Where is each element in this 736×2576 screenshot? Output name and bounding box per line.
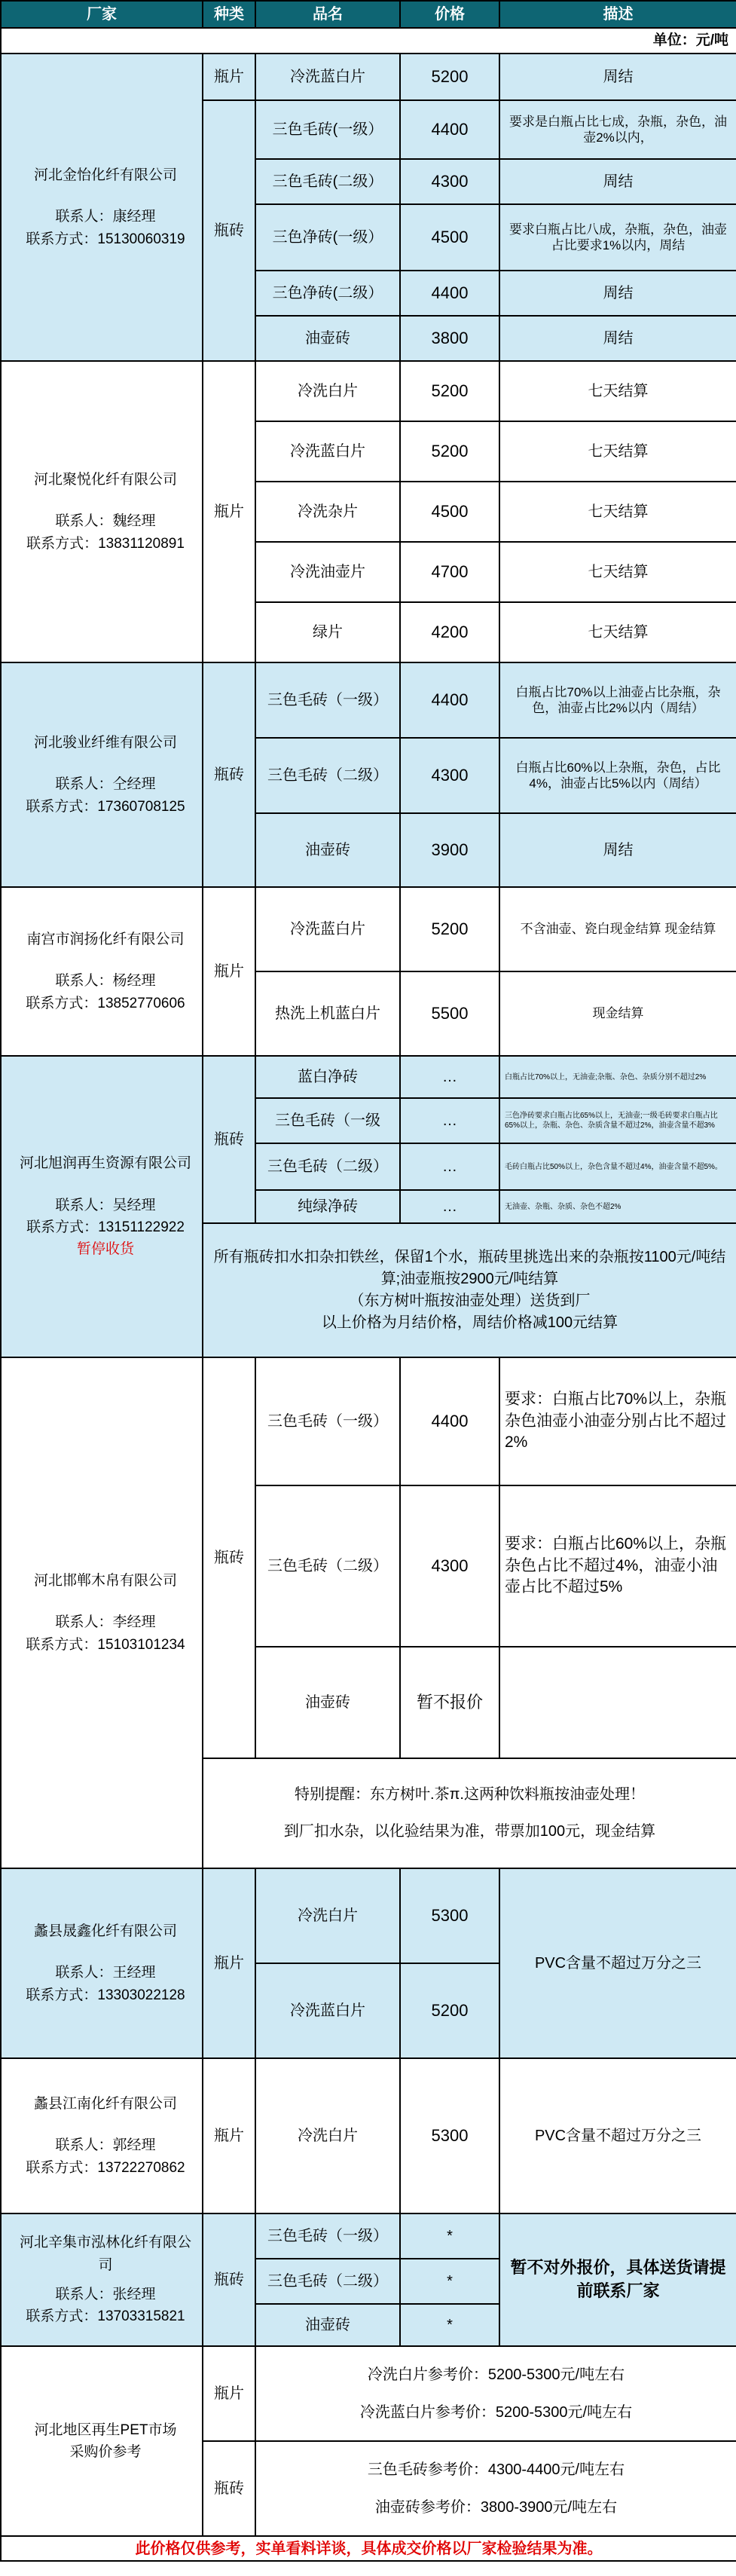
- company-name: 河北金怡化纤有限公司: [33, 167, 177, 183]
- company-name: 河北辛集市泓林化纤有限公司: [19, 2235, 191, 2273]
- price-cell: …: [400, 1098, 499, 1143]
- table-row: [1, 54, 736, 100]
- price-cell: *: [400, 2304, 499, 2346]
- reference-line: 油壶砖参考价：3800-3900元/吨左右: [374, 2499, 618, 2516]
- company-phone: 联系方式：13151122922: [26, 1219, 185, 1235]
- table-row: [1, 1056, 736, 1098]
- product-cell: 冷洗白片: [255, 2058, 400, 2213]
- table-row: [1, 2058, 736, 2213]
- company-contact: 联系人：仝经理: [55, 776, 156, 793]
- desc-cell: 要求白瓶占比八成，杂瓶，杂色，油壶占比要求1%以内，周结: [499, 204, 736, 271]
- desc-cell: 不含油壶、瓷白现金结算 现金结算: [499, 887, 736, 971]
- product-cell: 三色净砖(二级）: [255, 271, 400, 316]
- price-cell: …: [400, 1143, 499, 1190]
- company-contact: 联系人：张经理: [55, 2287, 156, 2302]
- product-cell: 冷洗蓝白片: [255, 887, 400, 971]
- company-contact: 联系人：王经理: [55, 1965, 156, 1981]
- note-line: 以上价格为月结价格，周结价格减100元结算: [321, 1314, 618, 1331]
- table-row: [1, 1357, 736, 1485]
- note-line: 所有瓶砖扣水扣杂扣铁丝，保留1个水，瓶砖里挑选出来的杂瓶按1100元/吨结算;油壶瓶按2900元/吨结算: [213, 1249, 726, 1287]
- company-cell: [1, 361, 203, 662]
- reference-line: 冷洗白片参考价：5200-5300元/吨左右: [367, 2366, 625, 2383]
- unit-row: [1, 28, 736, 54]
- header-row: [1, 1, 736, 28]
- price-cell: 4500: [400, 204, 499, 271]
- product-cell: 油壶砖: [255, 813, 400, 887]
- product-cell: 冷洗蓝白片: [255, 421, 400, 482]
- product-cell: 冷洗蓝白片: [255, 54, 400, 100]
- company-contact: 联系人：郭经理: [55, 2137, 156, 2154]
- company-contact: 联系人：李经理: [55, 1614, 156, 1631]
- company-name: 河北聚悦化纤有限公司: [33, 471, 177, 488]
- desc-cell: 周结: [499, 813, 736, 887]
- header-price: 价格: [400, 1, 499, 28]
- desc-cell: 周结: [499, 271, 736, 316]
- company-name: 河北地区再生PET市场采购价参考: [34, 2422, 177, 2460]
- product-cell: 油壶砖: [255, 316, 400, 361]
- desc-cell: PVC含量不超过万分之三: [499, 1868, 736, 2058]
- price-cell: *: [400, 2213, 499, 2259]
- product-cell: 三色净砖(一级）: [255, 204, 400, 271]
- kind-cell: 瓶片: [203, 2058, 255, 2213]
- desc-cell: 周结: [499, 54, 736, 100]
- price-cell: 4500: [400, 482, 499, 542]
- product-cell: 三色毛砖（一级）: [255, 662, 400, 738]
- price-cell: 3900: [400, 813, 499, 887]
- reference-cell: [255, 2441, 736, 2536]
- status-badge: 暂停收货: [76, 1241, 134, 1258]
- company-phone: 联系方式：13722270862: [26, 2159, 185, 2176]
- reference-line: 冷洗蓝白片参考价：5200-5300元/吨左右: [359, 2404, 633, 2421]
- product-cell: 油壶砖: [255, 2304, 400, 2346]
- desc-cell: 七天结算: [499, 361, 736, 421]
- desc-cell: 白瓶占比70%以上油壶占比杂瓶，杂色，油壶占比2%以内（周结）: [499, 662, 736, 738]
- company-name: 蠡县江南化纤有限公司: [33, 2095, 177, 2112]
- header-product: 品名: [255, 1, 400, 28]
- product-cell: 三色毛砖（二级）: [255, 1143, 400, 1190]
- product-cell: 三色毛砖（二级）: [255, 1485, 400, 1647]
- company-cell: [1, 887, 203, 1056]
- company-contact: 联系人：魏经理: [55, 513, 156, 530]
- company-contact: 联系人：吴经理: [55, 1197, 156, 1213]
- footer-row: [1, 2536, 736, 2561]
- price-cell: 暂不报价: [400, 1647, 499, 1758]
- company-cell: [1, 54, 203, 361]
- company-name: 河北邯郸木帛有限公司: [33, 1572, 177, 1589]
- price-cell: 4300: [400, 738, 499, 813]
- desc-cell: 七天结算: [499, 482, 736, 542]
- kind-cell: 瓶片: [203, 2346, 255, 2441]
- desc-cell: 无油壶、杂瓶、杂质、杂色不超2%: [499, 1190, 736, 1223]
- product-cell: 三色毛砖（一级: [255, 1098, 400, 1143]
- company-name: 河北旭润再生资源有限公司: [19, 1155, 191, 1172]
- table-row: [1, 662, 736, 738]
- company-contact: 联系人：康经理: [55, 209, 156, 225]
- product-cell: 三色毛砖（二级）: [255, 2259, 400, 2304]
- note-cell: [203, 1223, 736, 1357]
- desc-cell: 七天结算: [499, 602, 736, 662]
- company-contact: 联系人：杨经理: [55, 973, 156, 990]
- price-cell: *: [400, 2259, 499, 2304]
- company-phone: 联系方式：13303022128: [26, 1987, 185, 2003]
- product-cell: 冷洗油壶片: [255, 542, 400, 602]
- header-description: 描述: [499, 1, 736, 28]
- price-cell: 5200: [400, 1963, 499, 2058]
- kind-cell: 瓶片: [203, 54, 255, 100]
- product-cell: 热洗上机蓝白片: [255, 971, 400, 1056]
- desc-cell: 现金结算: [499, 971, 736, 1056]
- price-cell: 5200: [400, 421, 499, 482]
- price-cell: 5200: [400, 887, 499, 971]
- desc-cell: 周结: [499, 159, 736, 204]
- reference-cell: [255, 2346, 736, 2441]
- price-cell: 5300: [400, 1868, 499, 1963]
- company-cell: [1, 1357, 203, 1868]
- table-row: [1, 361, 736, 421]
- price-cell: 5300: [400, 2058, 499, 2213]
- desc-cell: [499, 1647, 736, 1758]
- unit-label: 单位：元/吨: [1, 28, 736, 54]
- kind-cell: 瓶砖: [203, 662, 255, 887]
- kind-cell: 瓶片: [203, 1868, 255, 2058]
- table-row: [1, 887, 736, 971]
- product-cell: 冷洗蓝白片: [255, 1963, 400, 2058]
- kind-cell: 瓶砖: [203, 100, 255, 361]
- header-manufacturer: 厂家: [1, 1, 203, 28]
- company-phone: 联系方式：13831120891: [26, 535, 185, 552]
- table-row: [1, 2346, 736, 2441]
- note-cell: [203, 1758, 736, 1868]
- product-cell: 三色毛砖（二级）: [255, 738, 400, 813]
- company-name: 河北骏业纤维有限公司: [33, 734, 177, 751]
- company-name: 蠡县晟鑫化纤有限公司: [33, 1923, 177, 1939]
- desc-cell: 白瓶占比60%以上杂瓶，杂色，占比4%，油壶占比5%以内（周结）: [499, 738, 736, 813]
- price-cell: 4200: [400, 602, 499, 662]
- price-cell: …: [400, 1056, 499, 1098]
- desc-cell: 周结: [499, 316, 736, 361]
- product-cell: 三色毛砖(二级）: [255, 159, 400, 204]
- price-cell: …: [400, 1190, 499, 1223]
- desc-cell: 七天结算: [499, 421, 736, 482]
- kind-cell: 瓶砖: [203, 2441, 255, 2536]
- company-name: 南宫市润扬化纤有限公司: [26, 931, 185, 947]
- company-cell: [1, 662, 203, 887]
- disclaimer: 此价格仅供参考，实单看料详谈，具体成交价格以厂家检验结果为准。: [1, 2536, 736, 2561]
- desc-cell: 暂不对外报价，具体送货请提前联系厂家: [499, 2213, 736, 2346]
- note-line: （东方树叶瓶按油壶处理）送货到厂: [349, 1293, 591, 1309]
- desc-cell: 白瓶占比70%以上，无油壶;杂瓶、杂色、杂质分别不超过2%: [499, 1056, 736, 1098]
- price-cell: 5200: [400, 361, 499, 421]
- table-row: [1, 2213, 736, 2259]
- desc-cell: 要求：白瓶占比70%以上，杂瓶杂色油壶小油壶分别占比不超过2%: [499, 1357, 736, 1485]
- price-cell: 4400: [400, 662, 499, 738]
- note-line: 特别提醒：东方树叶.茶π.这两种饮料瓶按油壶处理！: [295, 1786, 645, 1803]
- company-cell: [1, 2058, 203, 2213]
- company-phone: 联系方式：15130060319: [26, 231, 185, 247]
- product-cell: 三色毛砖(一级）: [255, 100, 400, 159]
- desc-cell: 要求是白瓶占比七成，杂瓶，杂色，油壶2%以内，: [499, 100, 736, 159]
- company-cell: [1, 2346, 203, 2536]
- desc-cell: 三色净砖要求白瓶占比65%以上，无油壶;一级毛砖要求白瓶占比65%以上，杂瓶、杂色、杂质含量不超过2%，油壶含量不超3%: [499, 1098, 736, 1143]
- product-cell: 绿片: [255, 602, 400, 662]
- company-phone: 联系方式：15103101234: [26, 1636, 185, 1653]
- price-cell: 4400: [400, 271, 499, 316]
- header-kind: 种类: [203, 1, 255, 28]
- price-cell: 5200: [400, 54, 499, 100]
- desc-cell: PVC含量不超过万分之三: [499, 2058, 736, 2213]
- product-cell: 冷洗白片: [255, 361, 400, 421]
- desc-cell: 要求：白瓶占比60%以上，杂瓶杂色占比不超过4%，油壶小油壶占比不超过5%: [499, 1485, 736, 1647]
- company-cell: [1, 1868, 203, 2058]
- product-cell: 冷洗杂片: [255, 482, 400, 542]
- company-cell: [1, 1056, 203, 1357]
- reference-line: 三色毛砖参考价：4300-4400元/吨左右: [367, 2461, 625, 2478]
- desc-cell: 七天结算: [499, 542, 736, 602]
- note-line: 到厂扣水杂，以化验结果为准，带票加100元，现金结算: [283, 1823, 656, 1840]
- product-cell: 蓝白净砖: [255, 1056, 400, 1098]
- price-cell: 4400: [400, 100, 499, 159]
- kind-cell: 瓶片: [203, 361, 255, 662]
- product-cell: 冷洗白片: [255, 1868, 400, 1963]
- price-cell: 5500: [400, 971, 499, 1056]
- price-cell: 4400: [400, 1357, 499, 1485]
- desc-cell: 毛砖白瓶占比50%以上，杂色含量不超过4%，油壶含量不超5%。: [499, 1143, 736, 1190]
- product-cell: 三色毛砖（一级）: [255, 2213, 400, 2259]
- kind-cell: 瓶片: [203, 887, 255, 1056]
- kind-cell: 瓶砖: [203, 1056, 255, 1223]
- price-cell: 4300: [400, 1485, 499, 1647]
- price-cell: 3800: [400, 316, 499, 361]
- kind-cell: 瓶砖: [203, 1357, 255, 1758]
- company-phone: 联系方式：13852770606: [26, 995, 185, 1011]
- price-cell: 4700: [400, 542, 499, 602]
- company-cell: [1, 2213, 203, 2346]
- company-phone: 联系方式：13703315821: [26, 2308, 185, 2325]
- product-cell: 三色毛砖（一级）: [255, 1357, 400, 1485]
- price-cell: 4300: [400, 159, 499, 204]
- product-cell: 油壶砖: [255, 1647, 400, 1758]
- product-cell: 纯绿净砖: [255, 1190, 400, 1223]
- company-phone: 联系方式：17360708125: [26, 798, 185, 815]
- kind-cell: 瓶砖: [203, 2213, 255, 2346]
- table-row: [1, 1868, 736, 1963]
